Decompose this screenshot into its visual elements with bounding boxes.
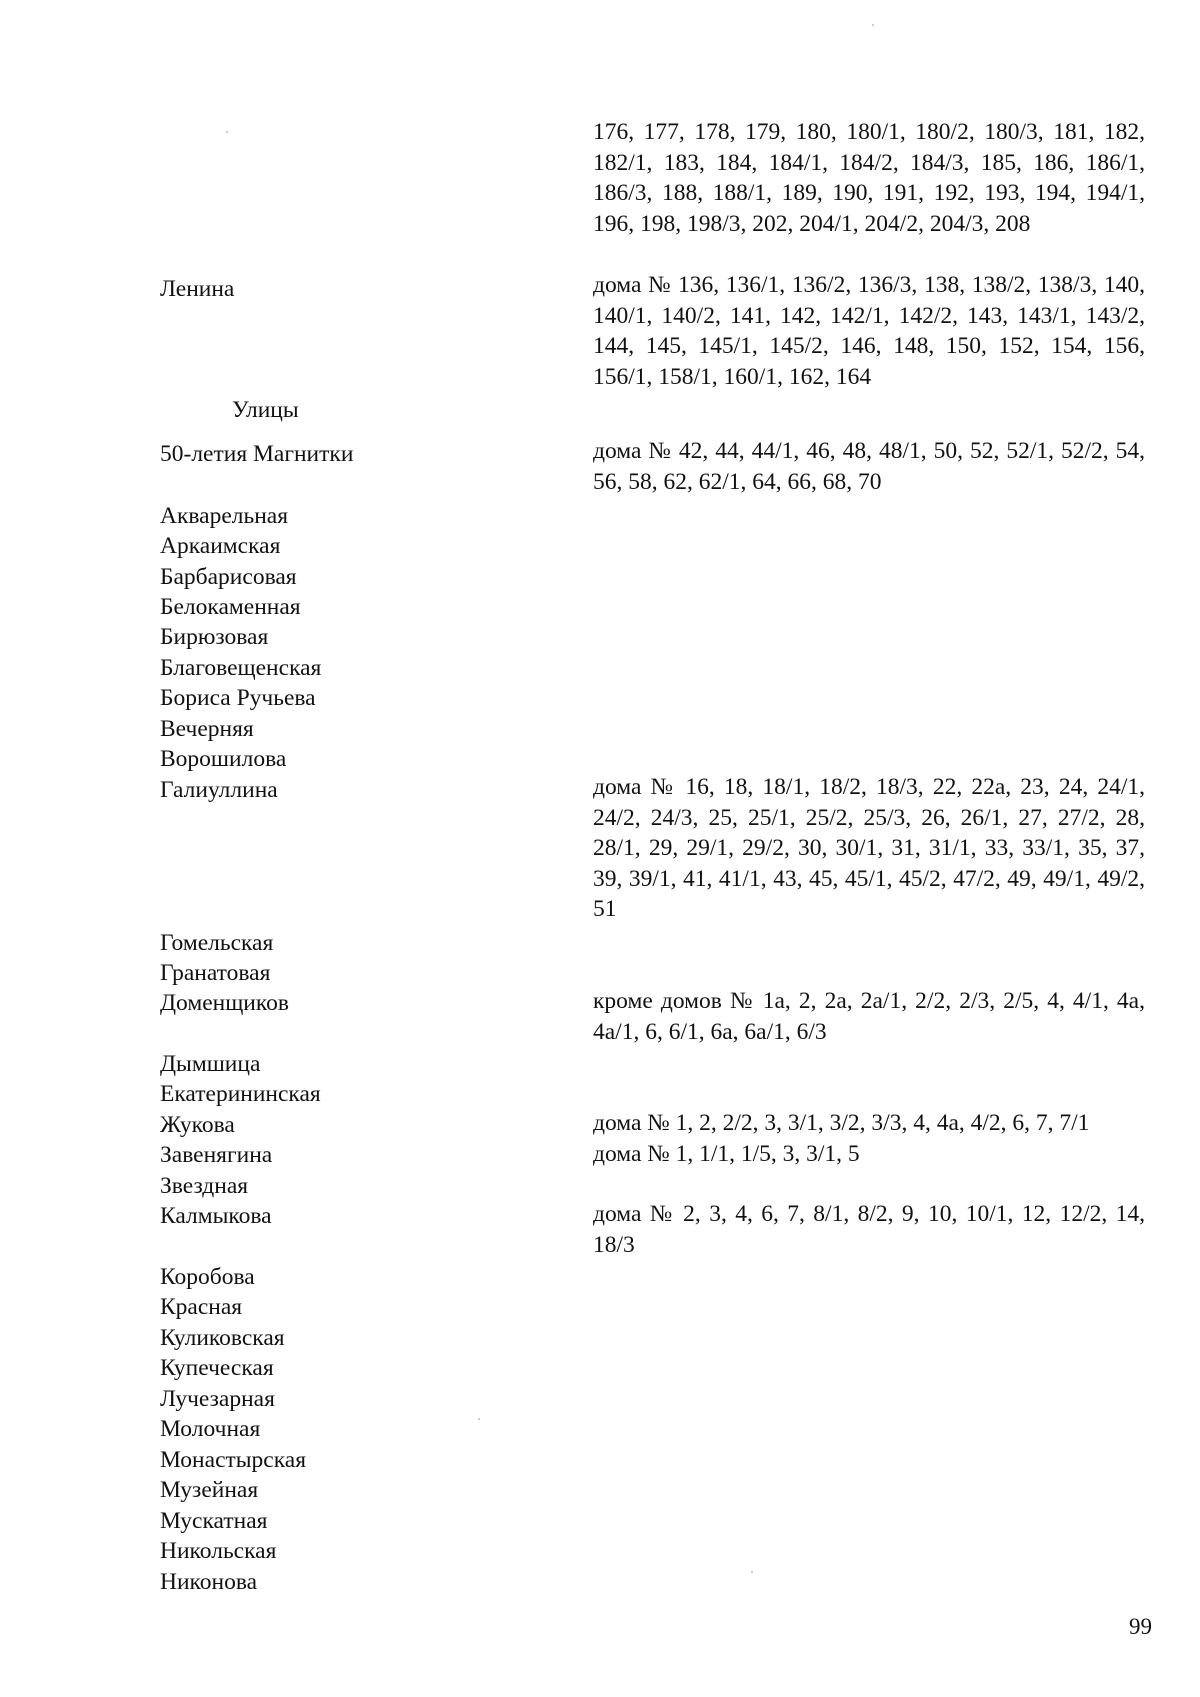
house-list: дома № 2, 3, 4, 6, 7, 8/1, 8/2, 9, 10, 10/1, 12, 12/2, 14, 18/3 [593,1201,1145,1258]
street-name: Монастырская [160,1447,307,1473]
street-name: Белокаменная [160,594,301,620]
street-name: Калмыкова [160,1203,272,1229]
house-list: кроме домов № 1а, 2, 2а, 2а/1, 2/2, 2/3, 2/5, 4, 4/1, 4а, 4а/1, 6, 6/1, 6а, 6а/1, 6/3 [593,988,1145,1045]
street-name: Гранатовая [160,960,271,986]
street-name: Барбарисовая [160,564,297,590]
street-name: Никольская [160,1538,277,1564]
scan-speck [478,1418,480,1420]
scan-speck [226,131,228,133]
street-name: Дымшица [160,1051,261,1077]
street-name: Жукова [160,1112,235,1138]
continuation-house-list: 176, 177, 178, 179, 180, 180/1, 180/2, 180/3, 181, 182, 182/1, 183, 184, 184/1, 184/2, 184/3, 185, 186, 186/1, 186/3, 188, 188/1, 189, 190, 191, 192, 193, 194, 194/1, 196, 198, 198/3, 202, 204/1, 204/2, 204/3, 208 [593,119,1145,237]
street-name: Аркаимская [160,533,281,559]
street-name: Лучезарная [160,1386,275,1412]
street-name: Куликовская [160,1325,285,1351]
street-name: Акварельная [160,503,289,529]
street-name: Завенягина [160,1142,273,1168]
street-name-lenina: Ленина [160,276,235,302]
street-name: Музейная [160,1477,259,1503]
street-name: Ворошилова [160,746,287,772]
scan-speck [872,24,874,26]
street-name: Звездная [160,1173,249,1199]
house-list-lenina: дома № 136, 136/1, 136/2, 136/3, 138, 138/2, 138/3, 140, 140/1, 140/2, 141, 142, 142/1, 142/2, 143, 143/1, 143/2, 144, 145, 145/1, 145/2, 146, 148, 150, 152, 154, 156, 156/1, 158/1, 160/1, 162, 164 [593,272,1145,390]
street-name: Никонова [160,1569,258,1595]
street-name: Доменщиков [160,990,289,1016]
section-heading: Улицы [232,397,299,423]
street-name: Гомельская [160,930,274,956]
street-name: Молочная [160,1416,261,1442]
house-list: дома № 1, 1/1, 1/5, 3, 3/1, 5 [593,1141,860,1167]
scan-speck [751,1571,753,1573]
page-number: 99 [1129,1614,1152,1639]
house-list: дома № 16, 18, 18/1, 18/2, 18/3, 22, 22а, 23, 24, 24/1, 24/2, 24/3, 25, 25/1, 25/2, 25/3, 26, 26/1, 27, 27/2, 28, 28/1, 29, 29/1, 29/2, 30, 30/1, 31, 31/1, 33, 33/1, 35, 37, 39, 39/1, 41, 41/1, 43, 45, 45/1, 45/2, 47/2, 49, 49/1, 49/2, 51 [593,774,1145,922]
house-list: дома № 42, 44, 44/1, 46, 48, 48/1, 50, 52, 52/1, 52/2, 54, 56, 58, 62, 62/1, 64, 66, 68, 70 [593,438,1145,495]
street-name: Благовещенская [160,655,322,681]
street-name: Бориса Ручьева [160,685,316,711]
street-name: Екатерининская [160,1081,321,1107]
street-name: Галиуллина [160,777,278,803]
house-list: дома № 1, 2, 2/2, 3, 3/1, 3/2, 3/3, 4, 4а, 4/2, 6, 7, 7/1 [593,1110,1090,1136]
street-name: 50-летия Магнитки [160,441,354,467]
street-name: Мускатная [160,1508,268,1534]
street-name: Купеческая [160,1355,274,1381]
street-name: Вечерняя [160,716,254,742]
street-name: Бирюзовая [160,624,269,650]
street-name: Коробова [160,1264,255,1290]
street-name: Красная [160,1294,243,1320]
